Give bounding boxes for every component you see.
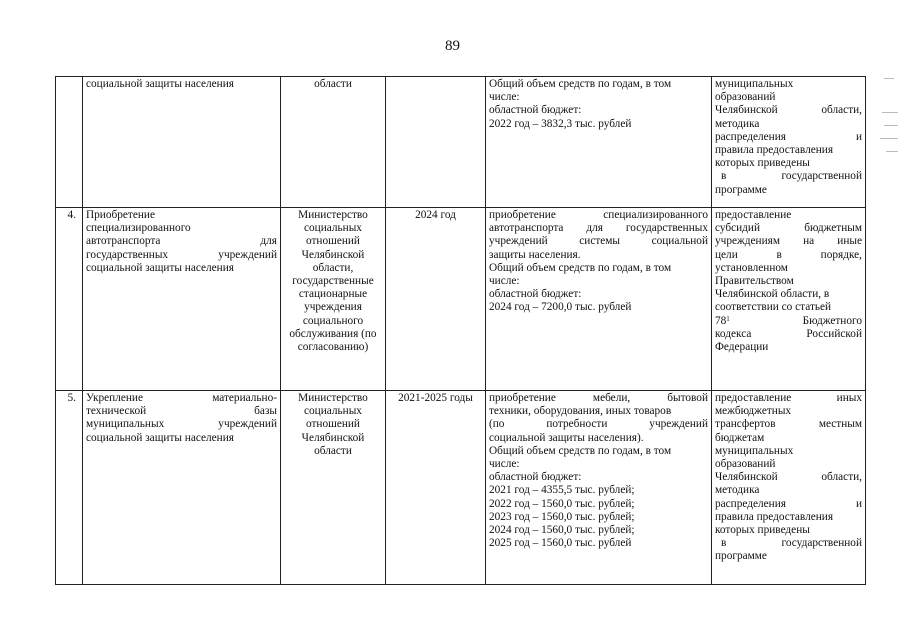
article-line: $78^1$ Бюджетного (715, 314, 862, 327)
row-number-cell: 4. (56, 208, 83, 391)
mechanism-cell: предоставление иных межбюджетных трансфертов местным бюджетам муниципальных образований Челябинской области, методика распределения и правила предоставления которых приведены в государственной программе (712, 391, 866, 585)
row-number-cell: 5. (56, 391, 83, 585)
term-cell (386, 77, 486, 208)
description-cell: приобретение специализированного автотранспорта для государственных учреждений системы социальной защиты населения. Общий объем средств по годам, в том числе: областной бюджет: 2024 год – 7200,0 тыс. рублей (486, 208, 712, 391)
mechanism-cell: предоставление субсидий бюджетным учреждениям на иные цели в порядке, установленном Правительством Челябинской области, в соответствии со статьей $78^1$ Бюджетного кодекса Российской Федерации (712, 208, 866, 391)
scan-artifact (884, 78, 894, 79)
term-cell: 2021-2025 годы (386, 391, 486, 585)
table-row (56, 208, 866, 391)
description-cell: приобретение мебели, бытовой техники, оборудования, иных товаров (по потребности учреждений социальной защиты населения). Общий объем средств по годам, в том числе: областной бюджет: 2021 год – 4355,5 тыс. рублей; 2022 год – 1560,0 тыс. рублей; 2023 год – 1560,0 тыс. рублей; 2024 год – 1560,0 тыс. рублей; 2025 год – 1560,0 тыс. рублей (486, 391, 712, 585)
scan-artifact (886, 151, 898, 152)
executor-cell: области (281, 77, 386, 208)
row-number-cell (56, 77, 83, 208)
term-cell: 2024 год (386, 208, 486, 391)
measure-name-cell: Укрепление материально- технической базы муниципальных учреждений социальной защиты населения (83, 391, 281, 585)
description-cell: Общий объем средств по годам, в том числе: областной бюджет: 2022 год – 3832,3 тыс. рублей (486, 77, 712, 208)
page-number: 89 (445, 38, 460, 54)
table-row (56, 77, 866, 208)
scan-artifact (882, 112, 898, 113)
scan-artifact (880, 138, 898, 139)
table-row (56, 391, 866, 585)
measure-name-cell: социальной защиты населения (83, 77, 281, 208)
executor-cell: Министерство социальных отношений Челябинской области, государственные стационарные учреждения социального обслуживания (по согласованию) (281, 208, 386, 391)
program-measures-table (55, 76, 866, 585)
measure-name-cell: Приобретение специализированного автотранспорта для государственных учреждений социальной защиты населения (83, 208, 281, 391)
executor-cell: Министерство социальных отношений Челябинской области (281, 391, 386, 585)
mechanism-cell: муниципальных образований Челябинской области, методика распределения и правила предоставления которых приведены в государственной программе (712, 77, 866, 208)
scan-artifact (884, 125, 898, 126)
